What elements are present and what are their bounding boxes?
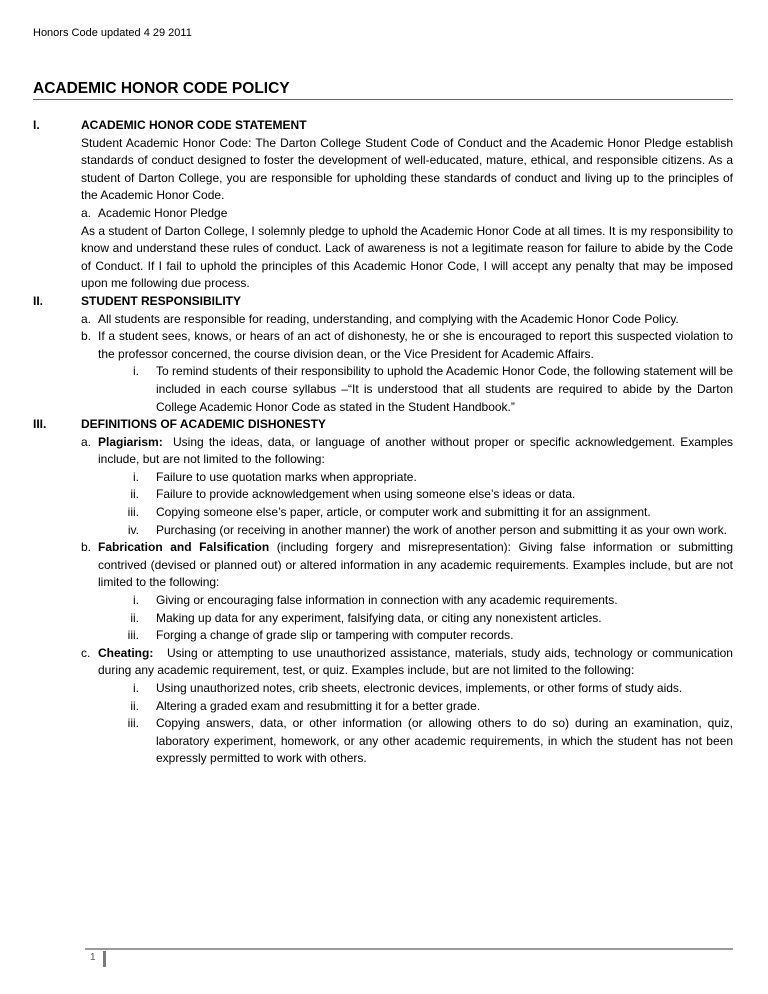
list-item-text: Using unauthorized notes, crib sheets, electronic devices, implements, or other forms of study aids. <box>156 681 683 695</box>
section-number: III. <box>33 417 47 432</box>
list-item-text: All students are responsible for reading, understanding, and complying with the Academic Honor Code Policy. <box>98 311 679 326</box>
definition-text: Using the ideas, data, or language of another without proper or specific acknowledgement. Examples include, but are not limited to the following: <box>98 434 733 467</box>
list-marker: a. <box>81 205 92 220</box>
header-note: Honors Code updated 4 29 2011 <box>33 27 192 39</box>
list-item-text: Copying someone else’s paper, article, or computer work and submitting it for an assignment. <box>156 505 651 520</box>
list-marker: iv. <box>127 522 139 537</box>
list-marker: a. <box>81 311 92 326</box>
definition-term: Fabrication and Falsification <box>98 540 270 555</box>
list-marker: ii. <box>130 610 139 625</box>
document-body <box>33 117 733 768</box>
list-item <box>81 610 733 628</box>
section-2 <box>33 293 733 416</box>
list-item-text: Copying answers, data, or other information (or allowing others to do so) during an examination, quiz, laboratory experiment, homework, or any other academic requirements, in which the student has not been expressly permitted to work with others. <box>156 716 733 766</box>
list-marker: i. <box>133 593 139 608</box>
list-item-text: Making up data for any experiment, falsifying data, or citing any nonexistent articles. <box>156 610 602 625</box>
list-item <box>81 311 733 329</box>
list-item-text: To remind students of their responsibility to uphold the Academic Honor Code, the following statement will be included in each course syllabus –“It is understood that all students are required to abide by the Darton College Academic Honor Code as stated in the Student Handbook.” <box>156 364 733 414</box>
list-marker: ii. <box>130 698 139 713</box>
definition-term: Plagiarism: <box>98 434 163 449</box>
list-item-text: Forging a change of grade slip or tampering with computer records. <box>156 628 514 643</box>
section-number: I. <box>33 118 40 132</box>
list-marker: iii. <box>127 628 139 643</box>
section-number: II. <box>33 293 44 308</box>
list-item <box>81 522 733 540</box>
list-marker: b. <box>81 540 92 555</box>
list-item <box>81 715 733 768</box>
list-item <box>81 205 733 223</box>
list-item-text: Giving or encouraging false information in connection with any academic requirements. <box>156 593 618 608</box>
section-3 <box>33 416 733 768</box>
list-marker: i. <box>133 364 139 379</box>
list-item <box>81 469 733 487</box>
list-marker: iii. <box>127 716 139 731</box>
roman-list <box>81 592 733 645</box>
list-item <box>81 698 733 716</box>
section-heading: STUDENT RESPONSIBILITY <box>81 293 242 308</box>
list-item <box>81 486 733 504</box>
list-marker: c. <box>81 645 91 660</box>
section-paragraph: Student Academic Honor Code: The Darton College Student Code of Conduct and the Academic Honor Pledge establish standards of conduct designed to foster the development of well-educated, mature, ethical, and responsible citizens. As a student of Darton College, you are responsible for upholding these standards of conduct and living up to the principles of the Academic Honor Code. <box>81 135 733 203</box>
list-item-text: If a student sees, knows, or hears of an act of dishonesty, he or she is encouraged to report this suspected violation to the professor concerned, the course division dean, or the Vice President for Academic Affairs. <box>98 329 733 361</box>
definition-term: Cheating: <box>98 645 154 660</box>
roman-list <box>81 363 733 416</box>
list-item <box>81 363 733 416</box>
list-marker: i. <box>133 469 139 484</box>
list-item <box>81 680 733 698</box>
pledge-paragraph: As a student of Darton College, I solemnly pledge to uphold the Academic Honor Code at all times. It is my responsibility to know and understand these rules of conduct. Lack of awareness is not a legitimate reason for failure to abide by the Code of Conduct. If I fail to uphold the principles of this Academic Honor Code, I will accept any penalty that may be imposed upon me following due process. <box>81 223 733 291</box>
list-item-text: Altering a graded exam and resubmitting it for a better grade. <box>156 698 481 713</box>
alpha-list <box>81 434 733 768</box>
list-marker: iii. <box>127 505 139 520</box>
list-item-text: Failure to use quotation marks when appropriate. <box>156 469 417 484</box>
list-item <box>81 504 733 522</box>
roman-list <box>81 469 733 539</box>
list-marker: a. <box>81 434 92 449</box>
list-item-text: Failure to provide acknowledgement when using someone else’s ideas or data. <box>156 487 576 502</box>
list-item-cheating <box>81 645 733 768</box>
list-item-text: Purchasing (or receiving in another manner) the work of another person and submitting it as your own work. <box>156 522 727 537</box>
title-divider <box>33 99 733 100</box>
list-item-fabrication <box>81 539 733 645</box>
list-item <box>81 627 733 645</box>
page-marker-bar <box>103 951 106 967</box>
section-heading: ACADEMIC HONOR CODE STATEMENT <box>81 118 307 132</box>
definition-text: (including forgery and misrepresentation): Giving false information or submitting contrived (devised or planned out) or altered information in any academic requirements. Examples include, but are not limited to the following: <box>98 540 733 590</box>
page-number: 1 <box>90 952 96 963</box>
section-heading: DEFINITIONS OF ACADEMIC DISHONESTY <box>81 417 326 432</box>
alpha-list <box>81 311 733 364</box>
list-item-plagiarism <box>81 434 733 540</box>
list-item-text: Academic Honor Pledge <box>98 205 228 220</box>
roman-list <box>81 680 733 768</box>
list-item <box>81 592 733 610</box>
section-1 <box>33 117 733 293</box>
document-title: ACADEMIC HONOR CODE POLICY <box>33 80 290 97</box>
list-item <box>81 328 733 363</box>
definition-text: Using or attempting to use unauthorized assistance, materials, study aids, technology or communication during any academic requirement, test, or quiz. Examples include, but are not limited to the following: <box>98 645 733 678</box>
list-marker: b. <box>81 329 92 344</box>
list-marker: ii. <box>130 487 139 502</box>
footer-divider <box>85 948 733 950</box>
list-marker: i. <box>133 681 139 695</box>
